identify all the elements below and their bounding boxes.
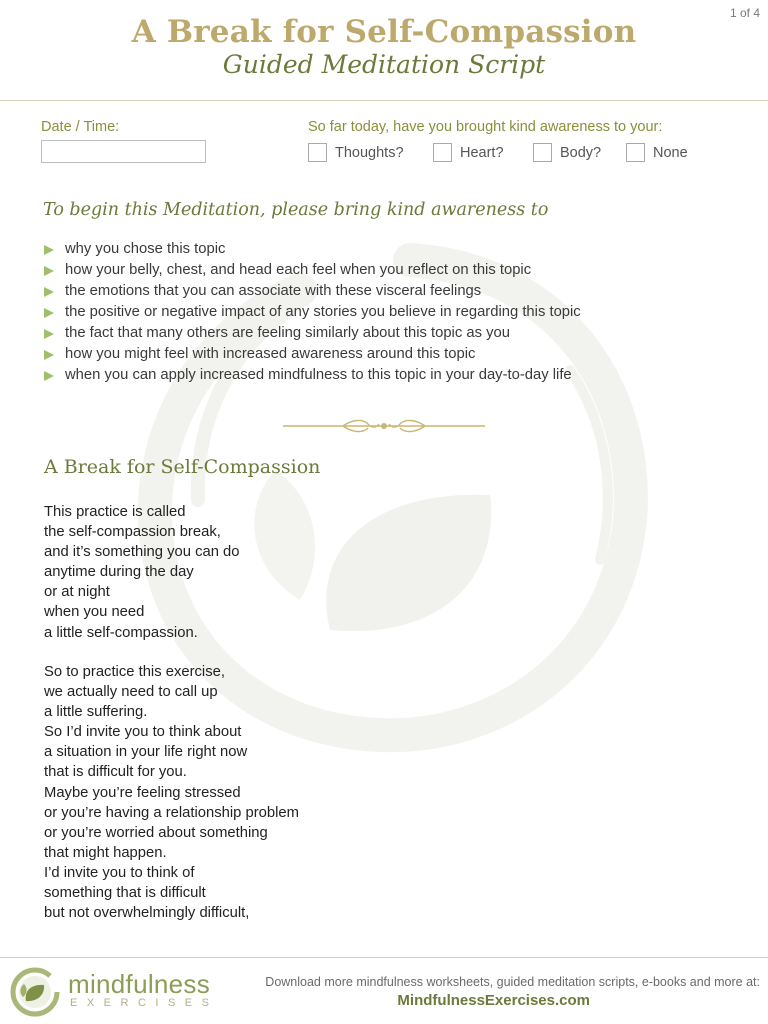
awareness-options (308, 143, 688, 162)
option-label: Heart? (460, 144, 504, 161)
page-subtitle: Guided Meditation Script (222, 50, 546, 79)
script-line: we actually need to call up (44, 684, 218, 701)
script-line: a situation in your life right now (44, 744, 248, 761)
script-paragraph-1 (44, 502, 240, 643)
arrow-bullet-icon (44, 245, 54, 255)
script-line: or you’re having a relationship problem (44, 804, 299, 821)
footer-divider (0, 957, 768, 958)
logo-wordmark: mindfulness (68, 969, 211, 999)
arrow-bullet-icon (44, 350, 54, 360)
bullet-text: when you can apply increased mindfulness to this topic in your day-to-day life (65, 367, 572, 383)
option-label: None (653, 144, 688, 161)
script-line: a little self-compassion. (44, 624, 198, 641)
arrow-bullet-icon (44, 308, 54, 318)
header-divider (0, 100, 768, 101)
list-item (44, 281, 581, 302)
page-number: 1 of 4 (729, 6, 760, 20)
script-line: or you’re worried about something (44, 824, 268, 841)
list-item (44, 323, 581, 344)
arrow-bullet-icon (44, 329, 54, 339)
list-item (44, 239, 581, 260)
option-label: Body? (560, 144, 602, 161)
page-title: A Break for Self-Compassion (131, 14, 637, 50)
script-line: This practice is called (44, 504, 186, 520)
list-item (44, 365, 581, 386)
bullet-text: the positive or negative impact of any stories you believe in regarding this topic (65, 304, 581, 320)
arrow-bullet-icon (44, 287, 54, 297)
script-line: Maybe you’re feeling stressed (44, 784, 241, 801)
section-title: A Break for Self-Compassion (44, 456, 321, 478)
footer-website-link[interactable]: MindfulnessExercises.com (397, 992, 590, 1009)
leaf-logo-icon (9, 966, 61, 1018)
script-line: a little suffering. (44, 704, 148, 721)
option-heart[interactable] (433, 143, 533, 162)
script-paragraph-2 (44, 662, 299, 923)
script-line: when you need (44, 604, 145, 621)
awareness-question: So far today, have you brought kind awareness to your: (308, 119, 663, 135)
option-none[interactable] (626, 143, 688, 162)
script-line: I’d invite you to think of (44, 864, 195, 881)
bullet-text: how your belly, chest, and head each feel when you reflect on this topic (65, 262, 532, 278)
bullet-text: how you might feel with increased awareness around this topic (65, 346, 476, 362)
script-line: So I’d invite you to think about (44, 724, 242, 741)
arrow-bullet-icon (44, 371, 54, 381)
script-line: that might happen. (44, 844, 167, 861)
logo-subtitle: EXERCISES (70, 997, 219, 1009)
arrow-bullet-icon (44, 266, 54, 276)
bullet-text: the emotions that you can associate with these visceral feelings (65, 283, 482, 299)
script-line: the self-compassion break, (44, 524, 221, 541)
script-line: but not overwhelmingly difficult, (44, 905, 250, 922)
option-body[interactable] (533, 143, 626, 162)
heart-checkbox[interactable] (433, 143, 452, 162)
awareness-bullet-list (44, 239, 581, 386)
thoughts-checkbox[interactable] (308, 143, 327, 162)
date-time-field[interactable] (41, 140, 206, 163)
script-line: that is difficult for you. (44, 764, 187, 781)
list-item (44, 260, 581, 281)
script-line: something that is difficult (44, 885, 206, 902)
script-line: and it’s something you can do (44, 544, 240, 561)
none-checkbox[interactable] (626, 143, 645, 162)
script-line: anytime during the day (44, 564, 194, 581)
list-item (44, 344, 581, 365)
date-time-label: Date / Time: (41, 119, 120, 135)
footer-download-text: Download more mindfulness worksheets, guided meditation scripts, e-books and more at: (265, 975, 760, 989)
list-item (44, 302, 581, 323)
option-label: Thoughts? (335, 144, 404, 161)
option-thoughts[interactable] (308, 143, 433, 162)
body-checkbox[interactable] (533, 143, 552, 162)
script-line: or at night (44, 584, 110, 601)
ornamental-divider (283, 418, 485, 434)
bullet-text: why you chose this topic (65, 241, 226, 257)
intro-heading: To begin this Meditation, please bring kind awareness to (43, 200, 549, 220)
script-line: So to practice this exercise, (44, 664, 225, 680)
bullet-text: the fact that many others are feeling similarly about this topic as you (65, 325, 510, 341)
